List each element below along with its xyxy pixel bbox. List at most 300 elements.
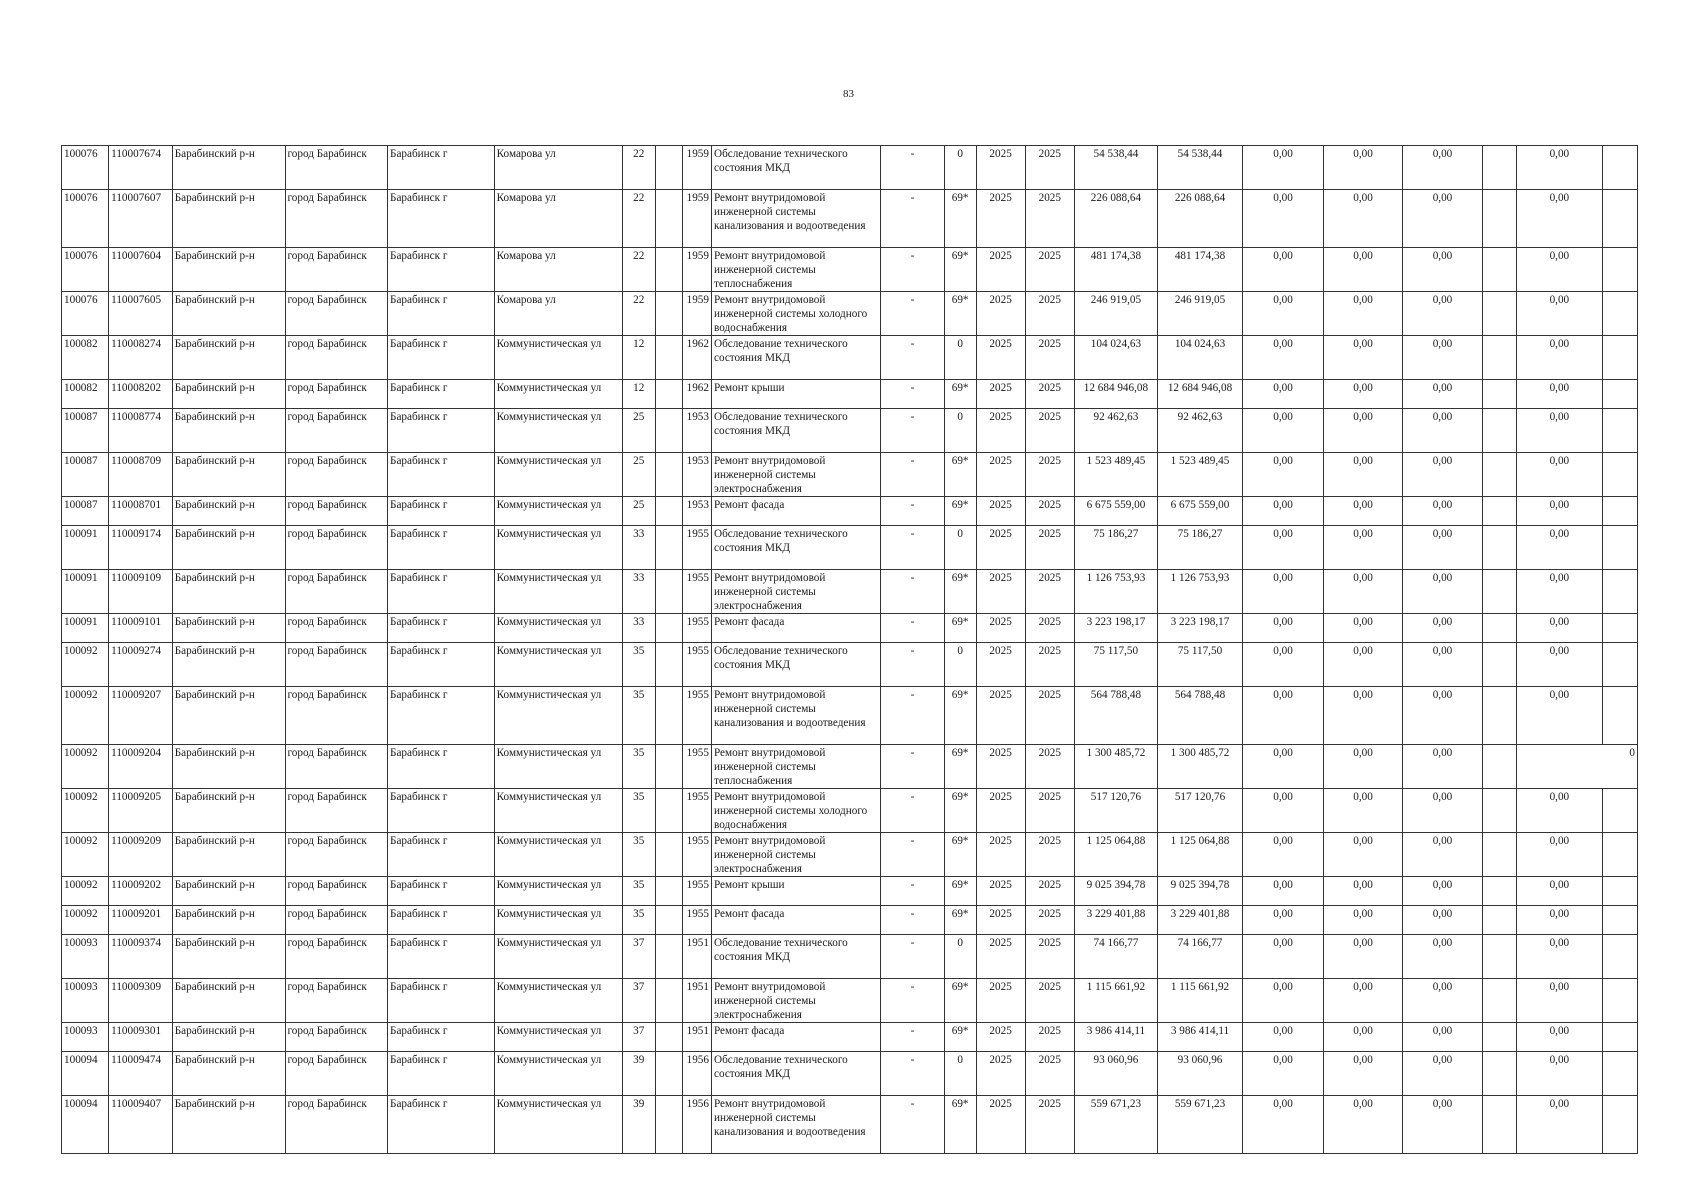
cell-house-number: 33 bbox=[622, 570, 655, 614]
cell-cost-d: 0,00 bbox=[1516, 1096, 1602, 1154]
cell-extra bbox=[1602, 336, 1637, 380]
cell-year-built: 1956 bbox=[683, 1096, 712, 1154]
cell-cost-a: 0,00 bbox=[1243, 526, 1324, 570]
cell-settlement: Барабинск г bbox=[388, 745, 495, 789]
cell-work-type: Ремонт внутридомовой инженерной системы электроснабжения bbox=[711, 979, 880, 1023]
cell-municipality: город Барабинск bbox=[285, 906, 388, 935]
cell-year-end: 2025 bbox=[1025, 497, 1074, 526]
table-row bbox=[62, 789, 1638, 833]
cell-work-id: 110009209 bbox=[109, 833, 173, 877]
table-row bbox=[62, 935, 1638, 979]
cell-dash: - bbox=[881, 146, 945, 190]
cell-year-start: 2025 bbox=[976, 643, 1025, 687]
cell-settlement: Барабинск г bbox=[388, 1052, 495, 1096]
cell-cost-b: 0,00 bbox=[1324, 497, 1403, 526]
cell-cost-c: 0,00 bbox=[1403, 877, 1483, 906]
cell-cost-d: 0,00 bbox=[1516, 935, 1602, 979]
cell-extra bbox=[1602, 687, 1637, 745]
cell-dash: - bbox=[881, 248, 945, 292]
cell-extra bbox=[1602, 497, 1637, 526]
cell-house-number: 35 bbox=[622, 745, 655, 789]
cell-work-id: 110009374 bbox=[109, 935, 173, 979]
table-row bbox=[62, 687, 1638, 745]
cell-blank bbox=[1482, 336, 1516, 380]
cell-work-type: Ремонт фасада bbox=[711, 497, 880, 526]
cell-street: Коммунистическая ул bbox=[494, 687, 622, 745]
cell-building bbox=[655, 248, 683, 292]
cell-year-end: 2025 bbox=[1025, 453, 1074, 497]
cell-work-id: 110009205 bbox=[109, 789, 173, 833]
cell-extra bbox=[1602, 526, 1637, 570]
cell-wear: 69* bbox=[944, 687, 976, 745]
cell-cost-d: 0,00 bbox=[1516, 570, 1602, 614]
cell-house-number: 39 bbox=[622, 1052, 655, 1096]
cell-settlement: Барабинск г bbox=[388, 935, 495, 979]
cell-wear: 0 bbox=[944, 935, 976, 979]
cell-year-start: 2025 bbox=[976, 570, 1025, 614]
cell-district: Барабинский р-н bbox=[172, 643, 285, 687]
cell-cost-d: 0,00 bbox=[1516, 877, 1602, 906]
cell-work-id: 110009204 bbox=[109, 745, 173, 789]
cell-cost-fund: 93 060,96 bbox=[1157, 1052, 1242, 1096]
cell-cost-total: 3 986 414,11 bbox=[1074, 1023, 1157, 1052]
cell-blank bbox=[1482, 292, 1516, 336]
cell-extra bbox=[1602, 1052, 1637, 1096]
cell-year-built: 1953 bbox=[683, 453, 712, 497]
cell-house-id: 100082 bbox=[62, 336, 109, 380]
cell-house-number: 33 bbox=[622, 614, 655, 643]
cell-dash: - bbox=[881, 526, 945, 570]
cell-street: Коммунистическая ул bbox=[494, 789, 622, 833]
cell-year-end: 2025 bbox=[1025, 526, 1074, 570]
cell-cost-c: 0,00 bbox=[1403, 497, 1483, 526]
cell-year-built: 1959 bbox=[683, 146, 712, 190]
cell-cost-d: 0,00 bbox=[1516, 380, 1602, 409]
cell-blank bbox=[1482, 570, 1516, 614]
cell-district: Барабинский р-н bbox=[172, 833, 285, 877]
cell-street: Коммунистическая ул bbox=[494, 1052, 622, 1096]
cell-work-id: 110009201 bbox=[109, 906, 173, 935]
cell-dash: - bbox=[881, 1096, 945, 1154]
cell-settlement: Барабинск г bbox=[388, 292, 495, 336]
cell-house-id: 100076 bbox=[62, 292, 109, 336]
cell-cost-total: 1 125 064,88 bbox=[1074, 833, 1157, 877]
cell-building bbox=[655, 1096, 683, 1154]
cell-extra bbox=[1602, 248, 1637, 292]
cell-house-id: 100092 bbox=[62, 745, 109, 789]
cell-settlement: Барабинск г bbox=[388, 497, 495, 526]
cell-work-id: 110009101 bbox=[109, 614, 173, 643]
cell-cost-a: 0,00 bbox=[1243, 833, 1324, 877]
cell-cost-d: 0,00 bbox=[1516, 409, 1602, 453]
cell-year-start: 2025 bbox=[976, 614, 1025, 643]
cell-wear: 69* bbox=[944, 453, 976, 497]
cell-year-end: 2025 bbox=[1025, 979, 1074, 1023]
cell-cost-b: 0,00 bbox=[1324, 380, 1403, 409]
cell-work-id: 110008774 bbox=[109, 409, 173, 453]
cell-work-id: 110007674 bbox=[109, 146, 173, 190]
cell-cost-b: 0,00 bbox=[1324, 336, 1403, 380]
cell-building bbox=[655, 833, 683, 877]
cell-work-id: 110009474 bbox=[109, 1052, 173, 1096]
cell-blank bbox=[1482, 1023, 1516, 1052]
cell-extra bbox=[1602, 877, 1637, 906]
cell-cost-total: 3 223 198,17 bbox=[1074, 614, 1157, 643]
table-row bbox=[62, 453, 1638, 497]
cell-cost-total: 3 229 401,88 bbox=[1074, 906, 1157, 935]
cell-cost-d: 0,00 bbox=[1516, 906, 1602, 935]
cell-cost-a: 0,00 bbox=[1243, 979, 1324, 1023]
cell-district: Барабинский р-н bbox=[172, 453, 285, 497]
cell-house-id: 100076 bbox=[62, 248, 109, 292]
cell-year-end: 2025 bbox=[1025, 833, 1074, 877]
cell-blank bbox=[1482, 1096, 1516, 1154]
table-row bbox=[62, 146, 1638, 190]
cell-cost-a: 0,00 bbox=[1243, 1096, 1324, 1154]
cell-wear: 69* bbox=[944, 979, 976, 1023]
cell-house-id: 100092 bbox=[62, 643, 109, 687]
cell-work-type: Ремонт внутридомовой инженерной системы канализования и водоотведения bbox=[711, 190, 880, 248]
cell-wear: 0 bbox=[944, 1052, 976, 1096]
cell-work-id: 110009274 bbox=[109, 643, 173, 687]
cell-settlement: Барабинск г bbox=[388, 570, 495, 614]
cell-cost-a: 0,00 bbox=[1243, 906, 1324, 935]
cell-house-id: 100076 bbox=[62, 146, 109, 190]
cell-cost-b: 0,00 bbox=[1324, 614, 1403, 643]
cell-cost-total: 1 300 485,72 bbox=[1074, 745, 1157, 789]
cell-blank bbox=[1482, 877, 1516, 906]
cell-blank bbox=[1482, 906, 1516, 935]
cell-settlement: Барабинск г bbox=[388, 336, 495, 380]
cell-district: Барабинский р-н bbox=[172, 380, 285, 409]
cell-year-end: 2025 bbox=[1025, 935, 1074, 979]
cell-dash: - bbox=[881, 745, 945, 789]
cell-cost-b: 0,00 bbox=[1324, 979, 1403, 1023]
cell-cost-c: 0,00 bbox=[1403, 526, 1483, 570]
cell-year-start: 2025 bbox=[976, 906, 1025, 935]
cell-blank bbox=[1482, 146, 1516, 190]
cell-cost-a: 0,00 bbox=[1243, 687, 1324, 745]
cell-settlement: Барабинск г bbox=[388, 380, 495, 409]
cell-municipality: город Барабинск bbox=[285, 292, 388, 336]
cell-district: Барабинский р-н bbox=[172, 570, 285, 614]
cell-district: Барабинский р-н bbox=[172, 146, 285, 190]
cell-cost-b: 0,00 bbox=[1324, 745, 1403, 789]
cell-year-start: 2025 bbox=[976, 687, 1025, 745]
cell-settlement: Барабинск г bbox=[388, 979, 495, 1023]
cell-cost-a: 0,00 bbox=[1243, 248, 1324, 292]
cell-year-built: 1953 bbox=[683, 497, 712, 526]
cell-district: Барабинский р-н bbox=[172, 614, 285, 643]
cell-wear: 69* bbox=[944, 190, 976, 248]
cell-wear: 69* bbox=[944, 745, 976, 789]
cell-year-built: 1955 bbox=[683, 570, 712, 614]
cell-work-type: Ремонт крыши bbox=[711, 380, 880, 409]
cell-blank bbox=[1482, 1052, 1516, 1096]
cell-cost-c: 0,00 bbox=[1403, 687, 1483, 745]
cell-house-id: 100091 bbox=[62, 526, 109, 570]
cell-building bbox=[655, 643, 683, 687]
cell-district: Барабинский р-н bbox=[172, 292, 285, 336]
cell-year-built: 1955 bbox=[683, 906, 712, 935]
cell-cost-a: 0,00 bbox=[1243, 789, 1324, 833]
cell-district: Барабинский р-н bbox=[172, 190, 285, 248]
cell-work-type: Ремонт внутридомовой инженерной системы электроснабжения bbox=[711, 453, 880, 497]
cell-work-id: 110009207 bbox=[109, 687, 173, 745]
cell-year-start: 2025 bbox=[976, 1023, 1025, 1052]
table-row bbox=[62, 745, 1638, 789]
cell-street: Коммунистическая ул bbox=[494, 1023, 622, 1052]
cell-year-end: 2025 bbox=[1025, 146, 1074, 190]
cell-cost-a: 0,00 bbox=[1243, 1052, 1324, 1096]
cell-cost-c: 0,00 bbox=[1403, 146, 1483, 190]
cell-year-end: 2025 bbox=[1025, 190, 1074, 248]
table-row bbox=[62, 409, 1638, 453]
cell-cost-b: 0,00 bbox=[1324, 1096, 1403, 1154]
cell-municipality: город Барабинск bbox=[285, 1096, 388, 1154]
cell-dash: - bbox=[881, 833, 945, 877]
cell-dash: - bbox=[881, 877, 945, 906]
cell-street: Коммунистическая ул bbox=[494, 526, 622, 570]
cell-municipality: город Барабинск bbox=[285, 497, 388, 526]
cell-municipality: город Барабинск bbox=[285, 336, 388, 380]
cell-cost-d: 0,00 bbox=[1516, 1023, 1602, 1052]
cell-house-number: 22 bbox=[622, 190, 655, 248]
cell-cost-total: 517 120,76 bbox=[1074, 789, 1157, 833]
cell-work-id: 110007607 bbox=[109, 190, 173, 248]
cell-year-start: 2025 bbox=[976, 453, 1025, 497]
cell-building bbox=[655, 570, 683, 614]
cell-year-start: 2025 bbox=[976, 833, 1025, 877]
cell-blank bbox=[1482, 380, 1516, 409]
cell-district: Барабинский р-н bbox=[172, 1023, 285, 1052]
cell-street: Коммунистическая ул bbox=[494, 643, 622, 687]
cell-extra bbox=[1602, 935, 1637, 979]
cell-wear: 69* bbox=[944, 877, 976, 906]
cell-work-type: Обследование технического состояния МКД bbox=[711, 1052, 880, 1096]
cell-cost-a: 0,00 bbox=[1243, 336, 1324, 380]
cell-house-number: 37 bbox=[622, 935, 655, 979]
cell-extra: 0 bbox=[1602, 745, 1637, 789]
cell-extra bbox=[1602, 1023, 1637, 1052]
table-row bbox=[62, 1052, 1638, 1096]
cell-cost-b: 0,00 bbox=[1324, 190, 1403, 248]
cell-year-start: 2025 bbox=[976, 190, 1025, 248]
cell-wear: 69* bbox=[944, 497, 976, 526]
cell-building bbox=[655, 380, 683, 409]
cell-settlement: Барабинск г bbox=[388, 453, 495, 497]
cell-year-built: 1955 bbox=[683, 643, 712, 687]
cell-cost-fund: 481 174,38 bbox=[1157, 248, 1242, 292]
cell-work-type: Ремонт внутридомовой инженерной системы канализования и водоотведения bbox=[711, 687, 880, 745]
cell-building bbox=[655, 1023, 683, 1052]
cell-cost-b: 0,00 bbox=[1324, 453, 1403, 497]
cell-cost-c: 0,00 bbox=[1403, 409, 1483, 453]
table-row bbox=[62, 570, 1638, 614]
cell-house-id: 100091 bbox=[62, 570, 109, 614]
cell-cost-b: 0,00 bbox=[1324, 877, 1403, 906]
cell-blank bbox=[1482, 614, 1516, 643]
cell-cost-total: 226 088,64 bbox=[1074, 190, 1157, 248]
cell-cost-d: 0,00 bbox=[1516, 336, 1602, 380]
cell-settlement: Барабинск г bbox=[388, 1096, 495, 1154]
cell-year-built: 1955 bbox=[683, 614, 712, 643]
table-row bbox=[62, 1096, 1638, 1154]
cell-settlement: Барабинск г bbox=[388, 248, 495, 292]
cell-dash: - bbox=[881, 614, 945, 643]
cell-house-number: 35 bbox=[622, 877, 655, 906]
cell-settlement: Барабинск г bbox=[388, 614, 495, 643]
cell-work-type: Ремонт внутридомовой инженерной системы канализования и водоотведения bbox=[711, 1096, 880, 1154]
cell-cost-fund: 12 684 946,08 bbox=[1157, 380, 1242, 409]
cell-house-id: 100092 bbox=[62, 833, 109, 877]
cell-work-type: Обследование технического состояния МКД bbox=[711, 146, 880, 190]
cell-municipality: город Барабинск bbox=[285, 380, 388, 409]
cell-district: Барабинский р-н bbox=[172, 526, 285, 570]
cell-work-type: Ремонт крыши bbox=[711, 877, 880, 906]
cell-cost-total: 559 671,23 bbox=[1074, 1096, 1157, 1154]
cell-house-number: 25 bbox=[622, 409, 655, 453]
cell-cost-fund: 104 024,63 bbox=[1157, 336, 1242, 380]
cell-wear: 69* bbox=[944, 248, 976, 292]
cell-year-end: 2025 bbox=[1025, 1096, 1074, 1154]
table-row bbox=[62, 380, 1638, 409]
cell-cost-b: 0,00 bbox=[1324, 643, 1403, 687]
cell-house-id: 100082 bbox=[62, 380, 109, 409]
cell-building bbox=[655, 146, 683, 190]
cell-street: Коммунистическая ул bbox=[494, 935, 622, 979]
cell-extra bbox=[1602, 409, 1637, 453]
cell-extra bbox=[1602, 1096, 1637, 1154]
cell-house-number: 35 bbox=[622, 687, 655, 745]
cell-wear: 69* bbox=[944, 906, 976, 935]
cell-street: Комарова ул bbox=[494, 146, 622, 190]
cell-year-built: 1959 bbox=[683, 292, 712, 336]
cell-cost-a: 0,00 bbox=[1243, 453, 1324, 497]
cell-municipality: город Барабинск bbox=[285, 570, 388, 614]
cell-cost-fund: 75 117,50 bbox=[1157, 643, 1242, 687]
cell-extra bbox=[1602, 979, 1637, 1023]
cell-street: Коммунистическая ул bbox=[494, 745, 622, 789]
cell-house-id: 100087 bbox=[62, 409, 109, 453]
cell-year-built: 1951 bbox=[683, 1023, 712, 1052]
cell-extra bbox=[1602, 146, 1637, 190]
cell-cost-a: 0,00 bbox=[1243, 497, 1324, 526]
cell-year-start: 2025 bbox=[976, 745, 1025, 789]
cell-blank bbox=[1482, 687, 1516, 745]
cell-cost-b: 0,00 bbox=[1324, 1052, 1403, 1096]
cell-dash: - bbox=[881, 409, 945, 453]
cell-work-type: Ремонт внутридомовой инженерной системы электроснабжения bbox=[711, 570, 880, 614]
cell-street: Комарова ул bbox=[494, 190, 622, 248]
cell-street: Коммунистическая ул bbox=[494, 1096, 622, 1154]
cell-cost-fund: 1 125 064,88 bbox=[1157, 833, 1242, 877]
cell-cost-fund: 3 229 401,88 bbox=[1157, 906, 1242, 935]
cell-cost-b: 0,00 bbox=[1324, 409, 1403, 453]
cell-work-id: 110009301 bbox=[109, 1023, 173, 1052]
cell-work-id: 110008709 bbox=[109, 453, 173, 497]
cell-year-start: 2025 bbox=[976, 877, 1025, 906]
cell-building bbox=[655, 453, 683, 497]
cell-work-type: Ремонт внутридомовой инженерной системы теплоснабжения bbox=[711, 248, 880, 292]
cell-district: Барабинский р-н bbox=[172, 1096, 285, 1154]
cell-dash: - bbox=[881, 935, 945, 979]
cell-street: Коммунистическая ул bbox=[494, 906, 622, 935]
table-row bbox=[62, 614, 1638, 643]
cell-year-built: 1962 bbox=[683, 336, 712, 380]
cell-wear: 69* bbox=[944, 1096, 976, 1154]
cell-extra bbox=[1602, 380, 1637, 409]
cell-work-id: 110009202 bbox=[109, 877, 173, 906]
cell-wear: 69* bbox=[944, 292, 976, 336]
cell-municipality: город Барабинск bbox=[285, 248, 388, 292]
cell-dash: - bbox=[881, 336, 945, 380]
cell-municipality: город Барабинск bbox=[285, 877, 388, 906]
cell-district: Барабинский р-н bbox=[172, 248, 285, 292]
cell-cost-fund: 1 300 485,72 bbox=[1157, 745, 1242, 789]
cell-district: Барабинский р-н bbox=[172, 497, 285, 526]
cell-cost-d: 0,00 bbox=[1516, 1052, 1602, 1096]
cell-extra bbox=[1602, 833, 1637, 877]
cell-street: Коммунистическая ул bbox=[494, 409, 622, 453]
cell-cost-d: 0,00 bbox=[1516, 614, 1602, 643]
cell-cost-d: 0,00 bbox=[1516, 526, 1602, 570]
cell-dash: - bbox=[881, 1052, 945, 1096]
cell-year-end: 2025 bbox=[1025, 687, 1074, 745]
cell-wear: 0 bbox=[944, 643, 976, 687]
cell-cost-c: 0,00 bbox=[1403, 745, 1483, 789]
cell-work-type: Обследование технического состояния МКД bbox=[711, 643, 880, 687]
cell-cost-b: 0,00 bbox=[1324, 526, 1403, 570]
table-row bbox=[62, 190, 1638, 248]
cell-building bbox=[655, 789, 683, 833]
cell-house-number: 22 bbox=[622, 146, 655, 190]
cell-district: Барабинский р-н bbox=[172, 745, 285, 789]
cell-cost-total: 75 186,27 bbox=[1074, 526, 1157, 570]
cell-municipality: город Барабинск bbox=[285, 1052, 388, 1096]
cell-work-type: Обследование технического состояния МКД bbox=[711, 336, 880, 380]
cell-house-id: 100092 bbox=[62, 687, 109, 745]
cell-year-end: 2025 bbox=[1025, 614, 1074, 643]
cell-house-number: 35 bbox=[622, 906, 655, 935]
cell-house-id: 100094 bbox=[62, 1052, 109, 1096]
cell-blank bbox=[1482, 409, 1516, 453]
cell-year-start: 2025 bbox=[976, 979, 1025, 1023]
cell-cost-total: 1 126 753,93 bbox=[1074, 570, 1157, 614]
cell-cost-d: 0,00 bbox=[1516, 833, 1602, 877]
cell-work-type: Обследование технического состояния МКД bbox=[711, 526, 880, 570]
cell-year-end: 2025 bbox=[1025, 906, 1074, 935]
cell-blank bbox=[1482, 643, 1516, 687]
cell-year-built: 1959 bbox=[683, 190, 712, 248]
cell-cost-d: 0,00 bbox=[1516, 248, 1602, 292]
cell-cost-c: 0,00 bbox=[1403, 1096, 1483, 1154]
cell-blank bbox=[1482, 979, 1516, 1023]
cell-cost-d: 0,00 bbox=[1516, 190, 1602, 248]
cell-cost-fund: 564 788,48 bbox=[1157, 687, 1242, 745]
cell-cost-b: 0,00 bbox=[1324, 292, 1403, 336]
cell-cost-c: 0,00 bbox=[1403, 190, 1483, 248]
cell-cost-fund: 1 523 489,45 bbox=[1157, 453, 1242, 497]
cell-wear: 0 bbox=[944, 526, 976, 570]
cell-cost-c: 0,00 bbox=[1403, 248, 1483, 292]
cell-cost-b: 0,00 bbox=[1324, 1023, 1403, 1052]
cell-wear: 69* bbox=[944, 380, 976, 409]
cell-municipality: город Барабинск bbox=[285, 614, 388, 643]
cell-street: Коммунистическая ул bbox=[494, 877, 622, 906]
cell-dash: - bbox=[881, 687, 945, 745]
cell-municipality: город Барабинск bbox=[285, 789, 388, 833]
